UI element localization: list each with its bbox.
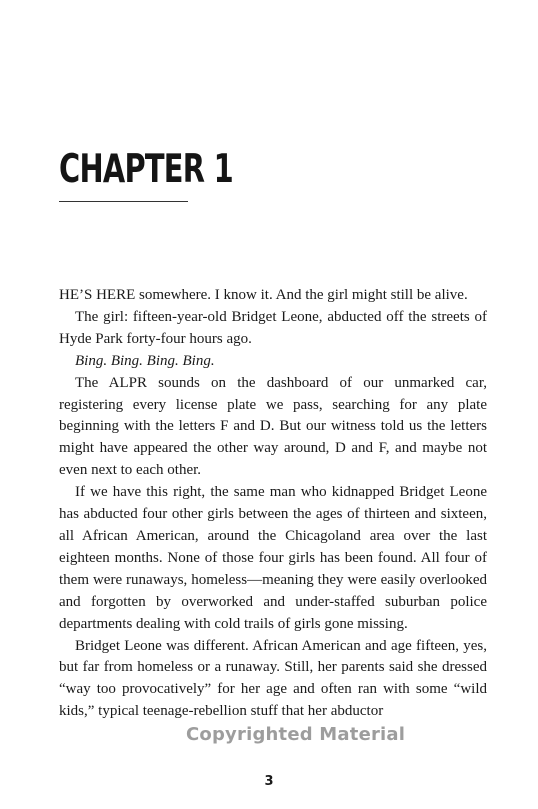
- paragraph: The girl: fifteen-year-old Bridget Leone, abducted off the streets of Hyde Park forty-four hours ago.: [59, 308, 487, 347]
- italic-text: Bing. Bing. Bing. Bing.: [75, 352, 215, 369]
- paragraph: Bridget Leone was different. African American and age fifteen, yes, but far from homeless or a runaway. Still, her parents said she dressed “way too provocatively” for her age and often ran with some “wild kids,” typical teenage-rebellion stuff that her abductor: [59, 637, 487, 720]
- paragraph: [59, 351, 487, 373]
- watermark: Copyrighted Material: [186, 724, 406, 745]
- paragraph: HE’S HERE somewhere. I know it. And the girl might still be alive.: [59, 287, 468, 303]
- chapter-heading: CHAPTER 1: [59, 147, 233, 192]
- page-number: 3: [264, 774, 274, 789]
- heading-underline: [59, 201, 188, 202]
- paragraph: If we have this right, the same man who kidnapped Bridget Leone has abducted four other girls between the ages of thirteen and sixteen, all African American, around the Chicagoland area over the last eighteen months. None of those four girls has been found. All four of them were runaways, homeless—meaning they were easily overlooked and forgotten by overworked and under-staffed suburban police departments dealing with cold trails of girls gone missing.: [59, 484, 487, 632]
- paragraph: The ALPR sounds on the dashboard of our unmarked car, registering every license plate we pass, searching for any plate beginning with the letters F and D. But our witness told us the letters might have appeared the other way around, D and F, and maybe not even next to each other.: [59, 374, 487, 479]
- body-text: [59, 285, 487, 723]
